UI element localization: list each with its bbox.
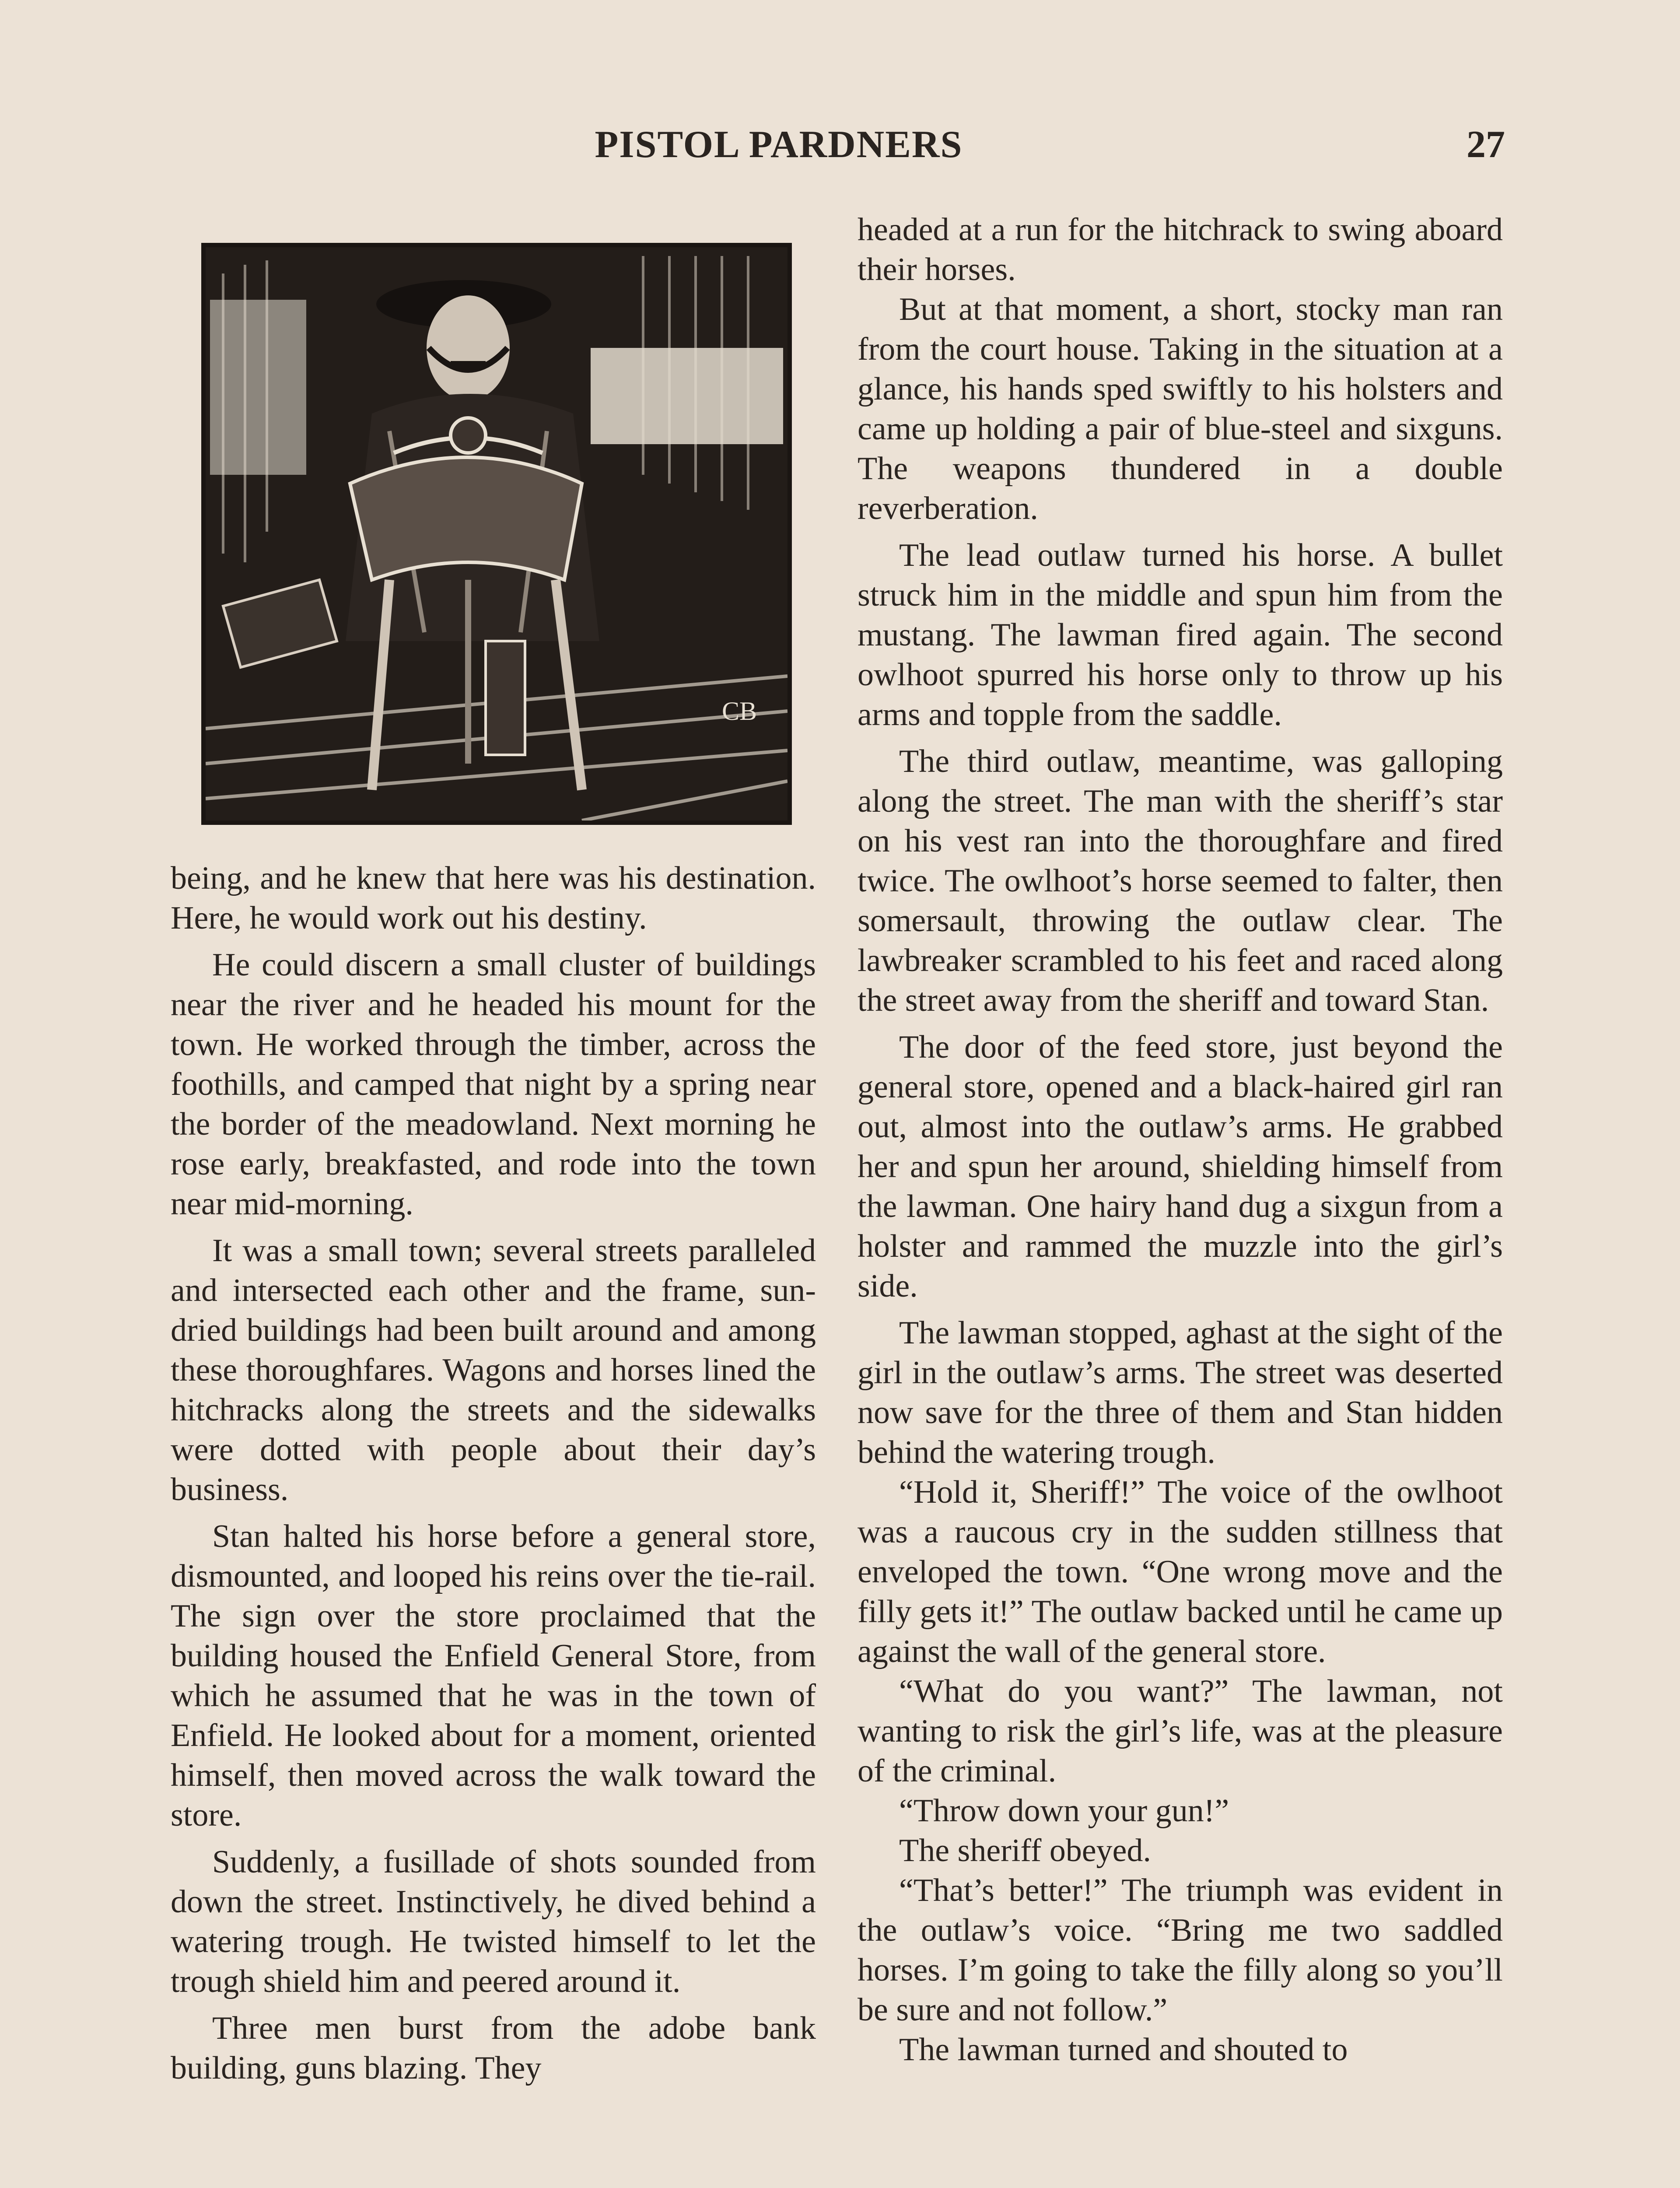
paragraph: Three men burst from the adobe bank building, guns blazing. They [171,2010,816,2086]
paragraph: being, and he knew that here was his destination. Here, he would work out his destiny. [171,860,816,936]
paragraph: “What do you want?” The lawman, not wanting to risk the girl’s life, was at the pleasure of the criminal. [858,1673,1503,1789]
paragraph: Stan halted his horse before a general store, dismounted, and looped his reins over the tie-rail. The sign over the store proclaimed that the building housed the Enfield General Store, from which he assumed that he was in the town of Enfield. He looked about for a moment, oriented himself, then moved across the walk toward the store. [171,1518,816,1833]
paragraph: The lawman turned and shouted to [899,2032,1348,2068]
paragraph: The lead outlaw turned his horse. A bullet struck him in the middle and spun him from the mustang. The lawman fired again. The second owlhoot spurred his horse only to throw up his arms and topple from the saddle. [858,537,1503,733]
paragraph: The third outlaw, meantime, was galloping along the street. The man with the sheriff’s star on his vest ran into the thoroughfare and fired twice. The owlhoot’s horse seemed to falter, then somersault, throwing the outlaw clear. The lawbreaker scrambled to his feet and raced along the street away from the sheriff and toward Stan. [858,743,1503,1018]
running-title: PISTOL PARDNERS [595,123,963,166]
paragraph: “Hold it, Sheriff!” The voice of the owlhoot was a raucous cry in the sudden stillness that enveloped the town. “One wrong move and the filly gets it!” The outlaw backed until he came up against the wall of the general store. [858,1474,1503,1669]
paragraph: Suddenly, a fusillade of shots sounded from down the street. Instinctively, he dived behind a watering trough. He twisted himself to let the trough shield him and peered around it. [171,1844,816,1999]
paragraph: “That’s better!” The triumph was evident in the outlaw’s voice. “Bring me two saddled horses. I’m going to take the filly along so you’ll be sure and not follow.” [858,1872,1503,2028]
paragraph: It was a small town; several streets paralleled and intersected each other and the frame, sun-dried buildings had been built around and among these thoroughfares. Wagons and horses lined the hitchracks along the streets and the sidewalks were dotted with people about their day’s business. [171,1233,816,1508]
right-text-column [858,210,1503,2070]
man-with-saddle-image [206,247,788,820]
page-number: 27 [1466,123,1505,166]
paragraph: He could discern a small cluster of buildings near the river and he headed his mount for the town. He worked through the timber, across the foothills, and camped that night by a spring near the border of the meadowland. Next morning he rose early, breakfasted, and rode into the town near mid-morning. [171,947,816,1222]
artist-signature: CB [722,697,757,726]
woodcut-illustration [201,243,792,825]
page-header [0,118,1680,175]
paragraph: The lawman stopped, aghast at the sight of the girl in the outlaw’s arms. The street was deserted now save for the three of them and Stan hidden behind the watering trough. [858,1315,1503,1470]
paragraph: headed at a run for the hitchrack to swing aboard their horses. [858,212,1503,288]
left-text-column [171,859,816,2095]
paragraph: But at that moment, a short, stocky man ran from the court house. Taking in the situation at a glance, his hands sped swiftly to his holsters and came up holding a pair of blue-steel and sixguns. The weapons thundered in a double reverberation. [858,291,1503,526]
paragraph: The door of the feed store, just beyond the general store, opened and a black-haired girl ran out, almost into the outlaw’s arms. He grabbed her and spun her around, shielding himself from the lawman. One hairy hand dug a sixgun from a holster and rammed the muzzle into the girl’s side. [858,1029,1503,1304]
paragraph: “Throw down your gun!” [899,1793,1229,1829]
paragraph: The sheriff obeyed. [899,1833,1152,1869]
